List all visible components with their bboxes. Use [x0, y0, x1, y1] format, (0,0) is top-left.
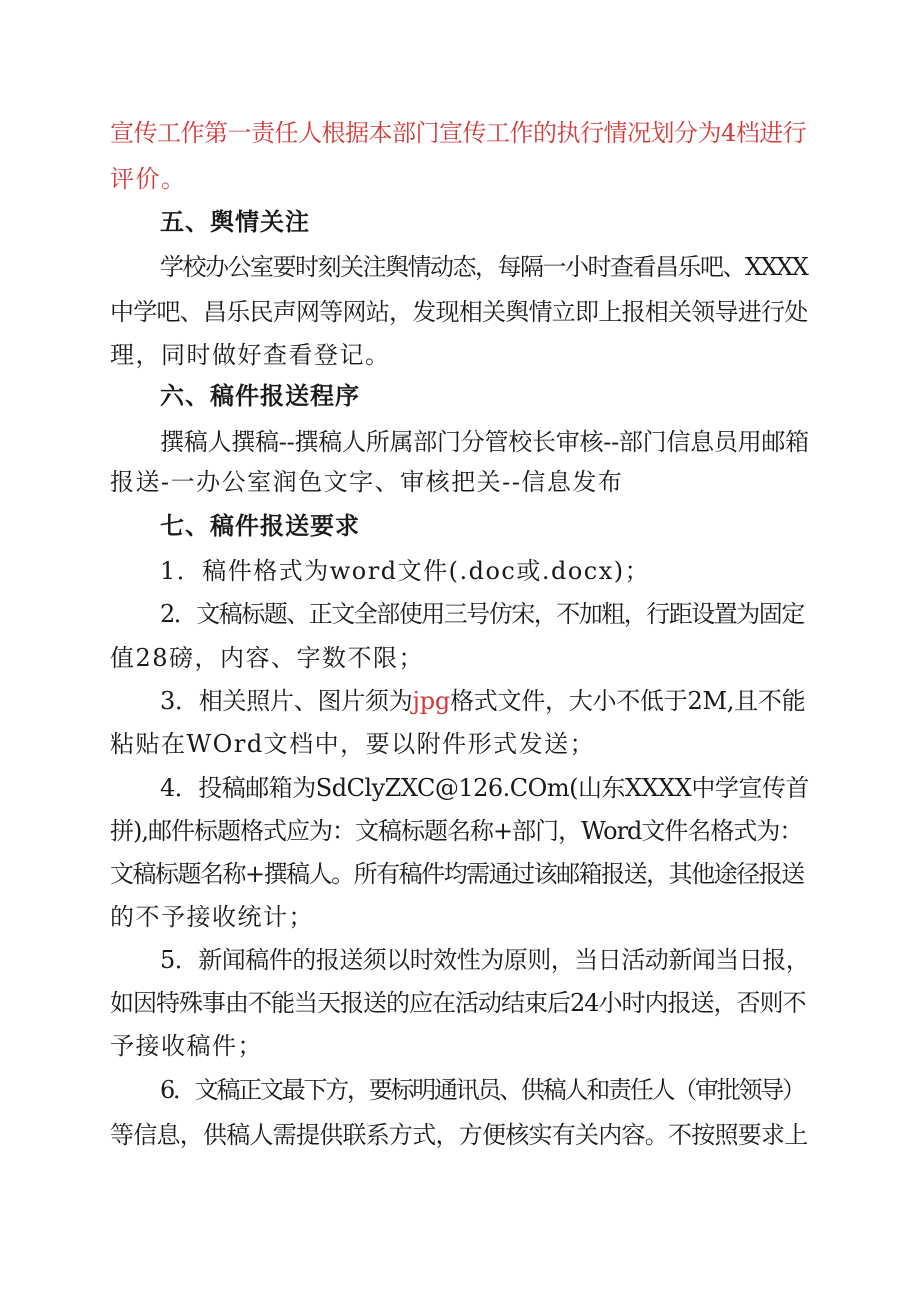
paragraph-line: 予接收稿件； [110, 1032, 263, 1060]
paragraph-line: 值28磅，内容、字数不限； [110, 644, 425, 672]
list-item-1: 1．稿件格式为word文件(.doc或.docx)； [160, 557, 651, 585]
list-item-2: 2．文稿标题、正文全部使用三号仿宋，不加粗，行距设置为固定 [160, 600, 804, 628]
item-text: 格式文件，大小不低于2M,且不能 [449, 687, 806, 715]
paragraph-line: 拼),邮件标题格式应为：文稿标题名称+部门，Word文件名格式为： [110, 817, 803, 845]
paragraph-line: 理，同时做好查看登记。 [110, 341, 391, 369]
paragraph-line: 等信息，供稿人需提供联系方式，方便核实有关内容。不按照要求上 [110, 1121, 808, 1149]
section-heading: 七、稿件报送要求 [160, 512, 360, 540]
paragraph-line: 如因特殊事由不能当天报送的应在活动结束后24小时内报送，否则不 [110, 989, 806, 1017]
paragraph-line: 评价。 [110, 165, 187, 193]
list-item-3 [160, 686, 920, 716]
paragraph-line: 撰稿人撰稿--撰稿人所属部门分管校长审核--部门信息员用邮箱 [160, 428, 809, 456]
paragraph-line: 学校办公室要时刻关注舆情动态，每隔一小时查看昌乐吧、XXXX [160, 253, 808, 281]
jpg-highlight: jpg [412, 687, 450, 715]
paragraph-line: 中学吧、昌乐民声网等网站，发现相关舆情立即上报相关领导进行处 [110, 298, 808, 326]
paragraph-line: 宣传工作第一责任人根据本部门宣传工作的执行情况划分为4档进行 [110, 119, 807, 147]
list-item-4: 4．投稿邮箱为SdClyZXC@126.COm(山东XXXX中学宣传首 [160, 774, 809, 802]
section-heading: 五、舆情关注 [160, 208, 310, 236]
paragraph-line: 文稿标题名称+撰稿人。所有稿件均需通过该邮箱报送，其他途径报送 [110, 860, 804, 888]
paragraph-line: 粘贴在WOrd文档中，要以附件形式发送； [110, 730, 596, 758]
section-heading: 六、稿件报送程序 [160, 382, 360, 410]
paragraph-line: 报送-一办公室润色文字、审核把关--信息发布 [110, 468, 624, 496]
item-text: 3．相关照片、图片须为 [160, 687, 413, 715]
list-item-6: 6．文稿正文最下方，要标明通讯员、供稿人和责任人（审批领导） [160, 1076, 804, 1104]
list-item-5: 5．新闻稿件的报送须以时效性为原则，当日活动新闻当日报， [160, 946, 810, 974]
paragraph-line: 的不予接收统计； [110, 903, 314, 931]
